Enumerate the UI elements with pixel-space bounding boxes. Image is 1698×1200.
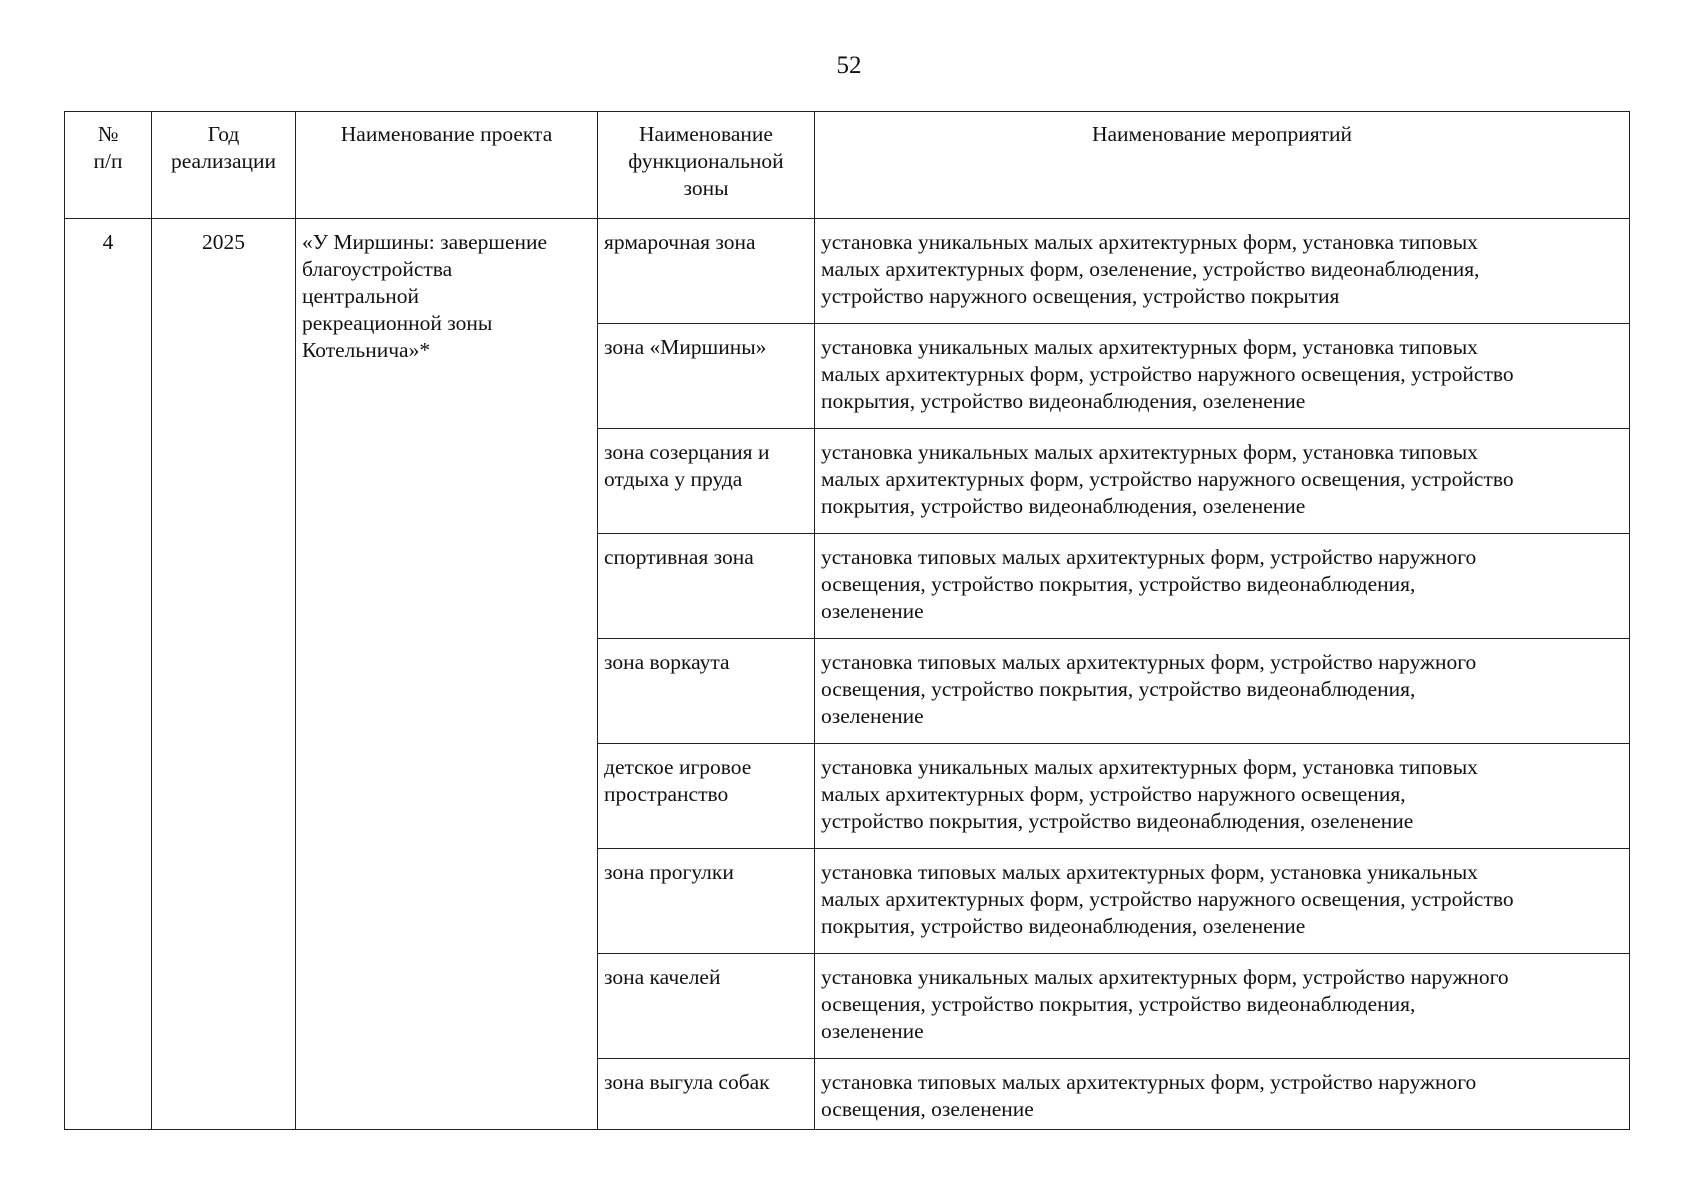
measures-cell: установка уникальных малых архитектурных форм, установка типовых малых архитектурных форм, устройство наружного освещения, устройство покрытия, устройство видеонаблюдения, озеленение (815, 324, 1630, 429)
measures-cell: установка типовых малых архитектурных форм, установка уникальных малых архитектурных форм, устройство наружного освещения, устройство покрытия, устройство видеонаблюдения, озеленение (815, 849, 1630, 954)
zone-cell: зона качелей (598, 954, 815, 1059)
zone-cell: зона выгула собак (598, 1059, 815, 1130)
zone-cell: зона прогулки (598, 849, 815, 954)
header-measures: Наименование мероприятий (815, 112, 1630, 219)
year-cell: 2025 (152, 219, 296, 1130)
row-number-cell: 4 (65, 219, 152, 1130)
header-num: № п/п (65, 112, 152, 219)
measures-cell: установка уникальных малых архитектурных форм, установка типовых малых архитектурных форм, устройство наружного освещения, устройство покрытия, устройство видеонаблюдения, озеленение (815, 429, 1630, 534)
zone-cell: спортивная зона (598, 534, 815, 639)
table-row (65, 219, 1630, 324)
page-number: 52 (836, 52, 862, 79)
measures-cell: установка уникальных малых архитектурных форм, установка типовых малых архитектурных форм, устройство наружного освещения, устройство покрытия, устройство видеонаблюдения, озеленение (815, 744, 1630, 849)
zone-cell: зона созерцания и отдыха у пруда (598, 429, 815, 534)
header-year: Год реализации (152, 112, 296, 219)
header-project: Наименование проекта (296, 112, 598, 219)
zone-cell: детское игровое пространство (598, 744, 815, 849)
measures-cell: установка уникальных малых архитектурных форм, устройство наружного освещения, устройство покрытия, устройство видеонаблюдения, озеленение (815, 954, 1630, 1059)
zone-cell: ярмарочная зона (598, 219, 815, 324)
measures-cell: установка типовых малых архитектурных форм, устройство наружного освещения, озеленение (815, 1059, 1630, 1130)
project-name-cell: «У Миршины: завершение благоустройства центральной рекреационной зоны Котельнича»* (296, 219, 598, 1130)
zone-cell: зона воркаута (598, 639, 815, 744)
measures-cell: установка уникальных малых архитектурных форм, установка типовых малых архитектурных форм, озеленение, устройство видеонаблюдения, устройство наружного освещения, устройство покрытия (815, 219, 1630, 324)
projects-table (64, 111, 1630, 1130)
measures-cell: установка типовых малых архитектурных форм, устройство наружного освещения, устройство покрытия, устройство видеонаблюдения, озеленение (815, 534, 1630, 639)
measures-cell: установка типовых малых архитектурных форм, устройство наружного освещения, устройство покрытия, устройство видеонаблюдения, озеленение (815, 639, 1630, 744)
header-zone: Наименование функциональной зоны (598, 112, 815, 219)
header-row (65, 112, 1630, 219)
zone-cell: зона «Миршины» (598, 324, 815, 429)
